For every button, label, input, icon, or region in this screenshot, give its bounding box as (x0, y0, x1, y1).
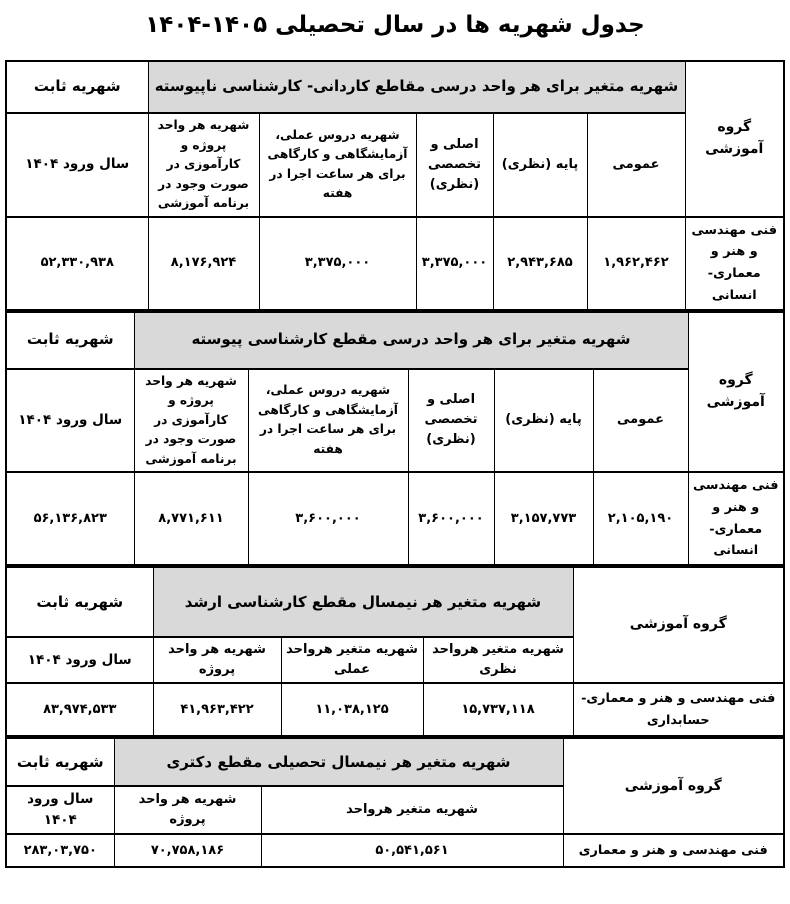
group-column-header: گروه آموزشی (685, 61, 784, 217)
page-title (0, 12, 790, 38)
variable-tuition-title: شهریه متغیر هر نیمسال تحصیلی مقطع دکتری (114, 738, 563, 786)
column-header-main-specialized: اصلی و تخصصی (نظری) (416, 113, 493, 217)
fixed-tuition-value: ۵۲,۳۳۰,۹۳۸ (6, 217, 148, 310)
tuition-value-main-specialized: ۳,۳۷۵,۰۰۰ (416, 217, 493, 310)
column-header-practical-unit: شهریه متغیر هرواحد عملی (281, 637, 423, 683)
group-name: فنی مهندسی و هنر و معماری- حسابداری (573, 683, 784, 736)
tuition-table-doctorate (5, 737, 785, 868)
fixed-tuition-value: ۸۳,۹۷۴,۵۳۳ (6, 683, 153, 736)
fixed-tuition-header: شهریه ثابت (6, 61, 148, 113)
column-header-project-unit: شهریه هر واحد پروژه (153, 637, 281, 683)
academic-year-range: ۱۴۰۴-۱۴۰۵ (145, 12, 268, 38)
entry-year-label: سال ورود ۱۴۰۴ (6, 637, 153, 683)
tuition-value-project-unit: ۴۱,۹۶۳,۴۲۲ (153, 683, 281, 736)
tuition-value-basic-theory: ۲,۹۴۳,۶۸۵ (493, 217, 587, 310)
tuition-value-practical-lab: ۳,۳۷۵,۰۰۰ (259, 217, 416, 310)
tuition-table-bachelor (5, 311, 785, 567)
column-header-general: عمومی (587, 113, 685, 217)
group-column-header: گروه آموزشی (563, 738, 784, 834)
column-header-basic-theory: پایه (نظری) (493, 113, 587, 217)
tuition-value-project-unit: ۷۰,۷۵۸,۱۸۶ (114, 834, 261, 867)
tuition-value-main-specialized: ۳,۶۰۰,۰۰۰ (408, 472, 494, 565)
tuition-value-project-internship: ۸,۷۷۱,۶۱۱ (134, 472, 248, 565)
fixed-tuition-header: شهریه ثابت (6, 738, 114, 786)
tuition-value-general: ۱,۹۶۲,۴۶۲ (587, 217, 685, 310)
column-header-theory-unit: شهریه متغیر هرواحد نظری (423, 637, 573, 683)
page-title-text: جدول شهریه ها در سال تحصیلی (275, 12, 645, 38)
tuition-value-practical-unit: ۱۱,۰۳۸,۱۲۵ (281, 683, 423, 736)
column-header-project-unit: شهریه هر واحد پروژه (114, 786, 261, 834)
tuition-value-per-unit: ۵۰,۵۴۱,۵۶۱ (261, 834, 563, 867)
column-header-per-unit: شهریه متغیر هرواحد (261, 786, 563, 834)
column-header-practical-lab: شهریه دروس عملی، آزمایشگاهی و کارگاهی برای هر ساعت اجرا در هفته (248, 369, 408, 473)
column-header-main-specialized: اصلی و تخصصی (نظری) (408, 369, 494, 473)
tuition-value-practical-lab: ۳,۶۰۰,۰۰۰ (248, 472, 408, 565)
group-column-header: گروه آموزشی (688, 312, 784, 473)
tuition-table-masters (5, 566, 785, 737)
column-header-project-internship: شهریه هر واحد پروژه و کارآموزی در صورت وجود در برنامه آموزشی (134, 369, 248, 473)
fixed-tuition-header: شهریه ثابت (6, 567, 153, 637)
column-header-general: عمومی (593, 369, 688, 473)
group-name: فنی مهندسی و هنر و معماری (563, 834, 784, 867)
tuition-value-basic-theory: ۳,۱۵۷,۷۷۳ (494, 472, 593, 565)
fixed-tuition-header: شهریه ثابت (6, 312, 134, 369)
entry-year-label: سال ورود ۱۴۰۴ (6, 113, 148, 217)
column-header-practical-lab: شهریه دروس عملی، آزمایشگاهی و کارگاهی برای هر ساعت اجرا در هفته (259, 113, 416, 217)
group-name: فنی مهندسی و هنر و معماری- انسانی (688, 472, 784, 565)
tuition-table-associate (5, 60, 785, 311)
entry-year-label: سال ورود ۱۴۰۴ (6, 369, 134, 473)
tuition-value-project-internship: ۸,۱۷۶,۹۲۴ (148, 217, 259, 310)
entry-year-label: سال ورود ۱۴۰۴ (6, 786, 114, 834)
column-header-project-internship: شهریه هر واحد پروژه و کارآموزی در صورت وجود در برنامه آموزشی (148, 113, 259, 217)
variable-tuition-title: شهریه متغیر هر نیمسال مقطع کارشناسی ارشد (153, 567, 573, 637)
group-name: فنی مهندسی و هنر و معماری- انسانی (685, 217, 784, 310)
fixed-tuition-value: ۲۸۳,۰۳,۷۵۰ (6, 834, 114, 867)
fixed-tuition-value: ۵۶,۱۳۶,۸۲۳ (6, 472, 134, 565)
column-header-basic-theory: پایه (نظری) (494, 369, 593, 473)
variable-tuition-title: شهریه متغیر برای هر واحد درسی مقاطع کاردانی- کارشناسی ناپیوسته (148, 61, 685, 113)
tuition-value-general: ۲,۱۰۵,۱۹۰ (593, 472, 688, 565)
variable-tuition-title: شهریه متغیر برای هر واحد درسی مقطع کارشناسی پیوسته (134, 312, 688, 369)
tuition-value-theory-unit: ۱۵,۷۳۷,۱۱۸ (423, 683, 573, 736)
group-column-header: گروه آموزشی (573, 567, 784, 683)
